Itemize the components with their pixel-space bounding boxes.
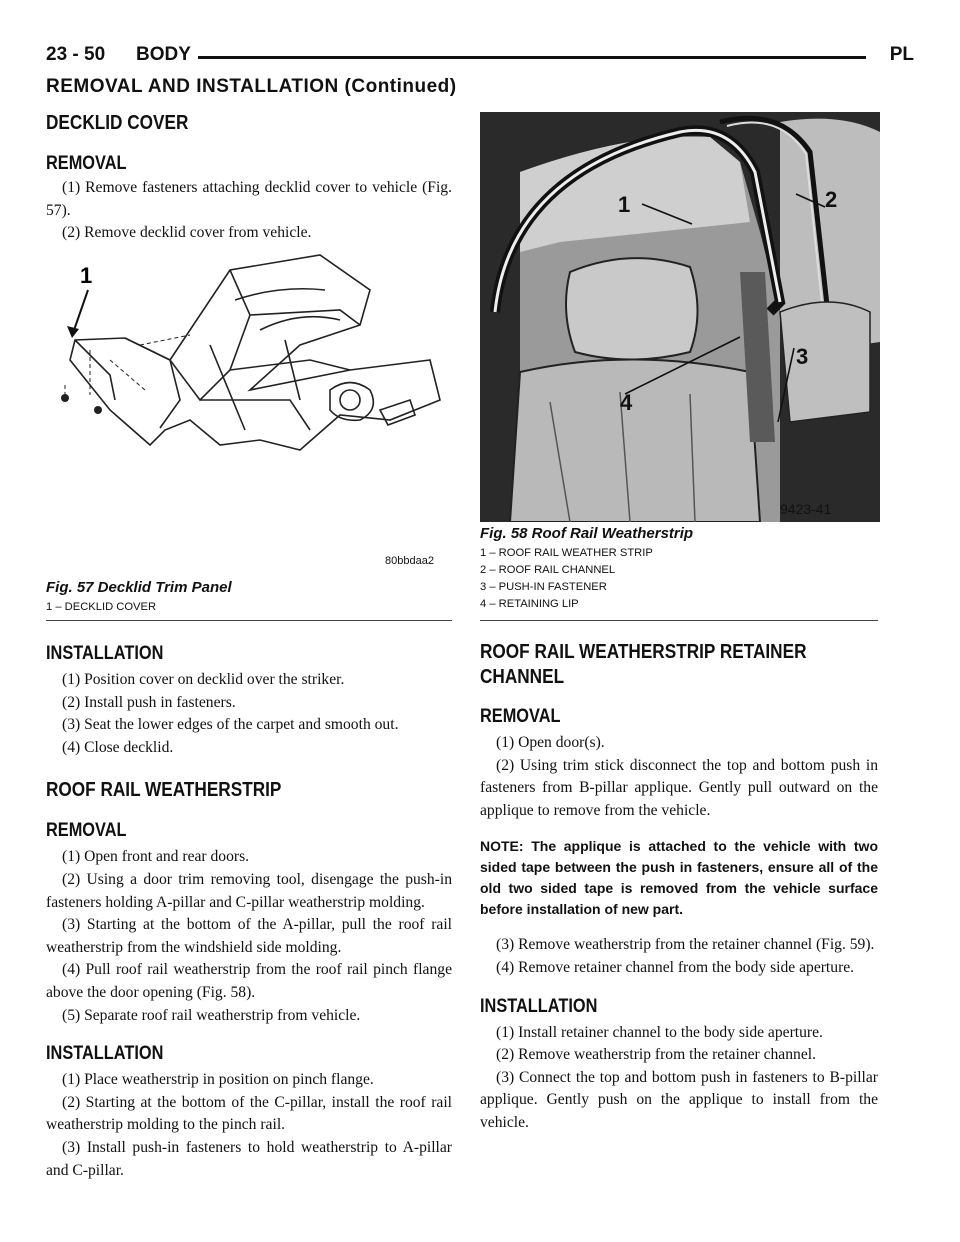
roof-rail-drawing (480, 112, 880, 522)
decklid-drawing (50, 250, 450, 580)
fig57-rule (46, 620, 452, 621)
decklid-block (46, 112, 452, 245)
section-name: BODY (136, 44, 191, 65)
decklid-removal-steps (46, 177, 452, 245)
roof-rail-installation-title: INSTALLATION (46, 1043, 164, 1065)
roof-rail-removal-title: REMOVAL (46, 820, 127, 842)
step: (3) Connect the top and bottom push in fasteners to B-pillar applique. Gently push on the applique to install from the vehicle. (480, 1068, 878, 1131)
fig58-callout-3: 3 (796, 344, 809, 369)
fig58-legend-item: 2 – ROOF RAIL CHANNEL (480, 564, 616, 576)
fig58-illustration (480, 112, 880, 522)
step: (3) Seat the lower edges of the carpet and smooth out. (62, 716, 399, 734)
channel-removal-steps-2 (480, 934, 878, 979)
fig58-callout-2: 2 (825, 187, 838, 212)
channel-installation-title: INSTALLATION (480, 995, 598, 1017)
step: (2) Remove weatherstrip from the retainer channel. (496, 1046, 816, 1064)
fig58-legend (480, 545, 653, 613)
page-header (46, 42, 914, 72)
step: (2) Using a door trim removing tool, disengage the push-in fasteners holding A-pillar and C-pillar weatherstrip molding. (46, 870, 452, 911)
channel-title-line1: ROOF RAIL WEATHERSTRIP RETAINER (480, 641, 807, 663)
fig58-caption: Fig. 58 Roof Rail Weatherstrip (480, 525, 694, 542)
fig58-legend-item: 3 – PUSH-IN FASTENER (480, 581, 607, 593)
roof-rail-title: ROOF RAIL WEATHERSTRIP (46, 779, 282, 802)
fig58-rule (480, 620, 878, 621)
decklid-removal-title: REMOVAL (46, 153, 127, 174)
fig58-image-id: 9423-41 (780, 501, 832, 517)
step: (1) Remove fasteners attaching decklid cover to vehicle (Fig. 57). (46, 179, 452, 219)
step: (2) Remove decklid cover from vehicle. (62, 224, 312, 242)
channel-removal-title: REMOVAL (480, 706, 561, 727)
step: (3) Install push-in fasteners to hold weatherstrip to A-pillar and C-pillar. (46, 1138, 452, 1179)
header-rule (198, 56, 866, 59)
step: (1) Open door(s). (496, 734, 605, 751)
channel-installation-steps (480, 1022, 878, 1135)
step: (3) Starting at the bottom of the A-pillar, pull the roof rail weatherstrip from the windshield side molding. (46, 916, 452, 956)
decklid-installation-title: INSTALLATION (46, 643, 164, 664)
decklid-installation-steps (46, 669, 452, 759)
page-number: 23 - 50 (46, 44, 106, 65)
fig57-image-id: 80bbdaa2 (385, 555, 434, 567)
step: (2) Install push in fasteners. (62, 693, 236, 711)
step: (3) Remove weatherstrip from the retainer channel (Fig. 59). (496, 936, 875, 954)
step: (1) Install retainer channel to the body side aperture. (496, 1023, 823, 1041)
roof-rail-installation-steps (46, 1069, 452, 1182)
channel-removal-steps (480, 732, 878, 822)
fig58-legend-item: 4 – RETAINING LIP (480, 598, 579, 610)
channel-title-line2: CHANNEL (480, 666, 565, 688)
vehicle-code: PL (889, 44, 914, 65)
step: (2) Starting at the bottom of the C-pillar, install the roof rail weatherstrip molding to the pinch rail. (46, 1093, 452, 1134)
retainer-channel-block (480, 640, 878, 1135)
channel-note: NOTE: The applique is attached to the vehicle with two sided tape between the push in fasteners, ensure all of the old two sided tape is removed from the vehicle surface before installation of new part. (480, 838, 878, 918)
continued-heading: REMOVAL AND INSTALLATION (Continued) (46, 76, 457, 97)
step: (1) Open front and rear doors. (62, 848, 250, 866)
fig58-callout-4: 4 (620, 390, 633, 415)
fig57-callout-1: 1 (80, 263, 93, 288)
fig58-callout-1: 1 (618, 192, 631, 217)
fig57-legend-item: 1 – DECKLID COVER (46, 601, 157, 613)
step: (1) Position cover on decklid over the striker. (62, 671, 345, 688)
decklid-installation-block (46, 643, 452, 1182)
fig58-legend-item: 1 – ROOF RAIL WEATHER STRIP (480, 547, 653, 559)
step: (5) Separate roof rail weatherstrip from vehicle. (62, 1006, 361, 1024)
fig57-caption: Fig. 57 Decklid Trim Panel (46, 579, 232, 596)
step: (4) Remove retainer channel from the body side aperture. (496, 958, 855, 976)
step: (2) Using trim stick disconnect the top and bottom push in fasteners from B-pillar applique. Gently pull outward on the applique to remove from the vehicle. (480, 756, 878, 819)
step: (4) Pull roof rail weatherstrip from the roof rail pinch flange above the door opening (Fig. 58). (46, 961, 452, 1001)
fig57-illustration (50, 250, 450, 580)
decklid-title: DECKLID COVER (46, 112, 189, 134)
step: (1) Place weatherstrip in position on pinch flange. (62, 1071, 374, 1089)
roof-rail-removal-steps (46, 846, 452, 1027)
step: (4) Close decklid. (62, 738, 174, 756)
